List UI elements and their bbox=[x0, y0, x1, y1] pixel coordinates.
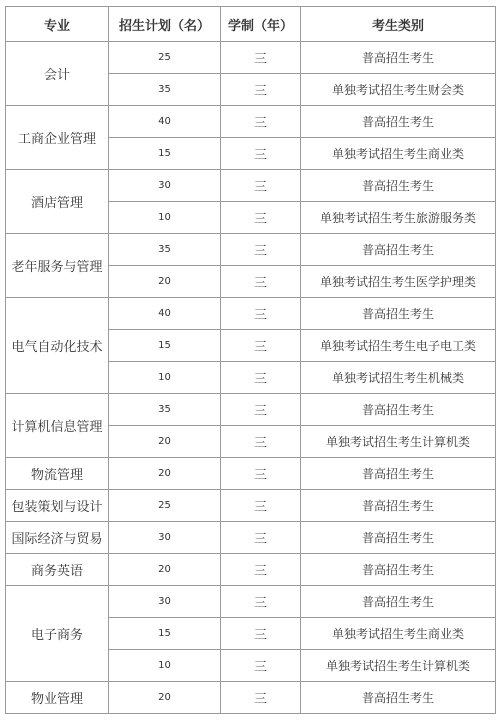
plan-cell: 10 bbox=[109, 362, 221, 394]
table-row bbox=[6, 42, 496, 74]
plan-cell: 20 bbox=[109, 426, 221, 458]
type-cell: 普高招生考生 bbox=[301, 234, 496, 266]
years-cell: 三 bbox=[221, 554, 301, 586]
major-cell: 会计 bbox=[6, 42, 109, 106]
type-cell: 普高招生考生 bbox=[301, 682, 496, 714]
table-row bbox=[6, 554, 496, 586]
plan-cell: 35 bbox=[109, 234, 221, 266]
major-cell: 电气自动化技术 bbox=[6, 298, 109, 394]
type-cell: 普高招生考生 bbox=[301, 42, 496, 74]
table-row bbox=[6, 522, 496, 554]
table-row bbox=[6, 490, 496, 522]
years-cell: 三 bbox=[221, 682, 301, 714]
years-cell: 三 bbox=[221, 298, 301, 330]
years-cell: 三 bbox=[221, 74, 301, 106]
header-type: 考生类别 bbox=[301, 7, 496, 42]
plan-cell: 35 bbox=[109, 394, 221, 426]
type-cell: 单独考试招生考生机械类 bbox=[301, 362, 496, 394]
years-cell: 三 bbox=[221, 426, 301, 458]
type-cell: 单独考试招生考生计算机类 bbox=[301, 426, 496, 458]
type-cell: 普高招生考生 bbox=[301, 586, 496, 618]
plan-cell: 30 bbox=[109, 586, 221, 618]
plan-cell: 10 bbox=[109, 202, 221, 234]
table-row bbox=[6, 234, 496, 266]
plan-cell: 30 bbox=[109, 522, 221, 554]
plan-cell: 15 bbox=[109, 330, 221, 362]
plan-cell: 15 bbox=[109, 138, 221, 170]
plan-cell: 35 bbox=[109, 74, 221, 106]
header-years: 学制（年） bbox=[221, 7, 301, 42]
major-cell: 国际经济与贸易 bbox=[6, 522, 109, 554]
major-cell: 商务英语 bbox=[6, 554, 109, 586]
major-cell: 电子商务 bbox=[6, 586, 109, 682]
years-cell: 三 bbox=[221, 138, 301, 170]
type-cell: 单独考试招生考生商业类 bbox=[301, 138, 496, 170]
years-cell: 三 bbox=[221, 618, 301, 650]
type-cell: 普高招生考生 bbox=[301, 394, 496, 426]
type-cell: 普高招生考生 bbox=[301, 522, 496, 554]
plan-cell: 20 bbox=[109, 554, 221, 586]
major-cell: 包装策划与设计 bbox=[6, 490, 109, 522]
type-cell: 单独考试招生考生财会类 bbox=[301, 74, 496, 106]
type-cell: 普高招生考生 bbox=[301, 490, 496, 522]
years-cell: 三 bbox=[221, 650, 301, 682]
table-row bbox=[6, 170, 496, 202]
years-cell: 三 bbox=[221, 586, 301, 618]
type-cell: 普高招生考生 bbox=[301, 458, 496, 490]
years-cell: 三 bbox=[221, 234, 301, 266]
years-cell: 三 bbox=[221, 42, 301, 74]
plan-cell: 10 bbox=[109, 650, 221, 682]
major-cell: 物业管理 bbox=[6, 682, 109, 714]
plan-cell: 15 bbox=[109, 618, 221, 650]
type-cell: 普高招生考生 bbox=[301, 298, 496, 330]
years-cell: 三 bbox=[221, 170, 301, 202]
table-row bbox=[6, 458, 496, 490]
header-plan: 招生计划（名） bbox=[109, 7, 221, 42]
years-cell: 三 bbox=[221, 394, 301, 426]
type-cell: 普高招生考生 bbox=[301, 554, 496, 586]
type-cell: 单独考试招生考生计算机类 bbox=[301, 650, 496, 682]
plan-cell: 25 bbox=[109, 42, 221, 74]
major-cell: 老年服务与管理 bbox=[6, 234, 109, 298]
years-cell: 三 bbox=[221, 490, 301, 522]
major-cell: 计算机信息管理 bbox=[6, 394, 109, 458]
type-cell: 单独考试招生考生旅游服务类 bbox=[301, 202, 496, 234]
major-cell: 物流管理 bbox=[6, 458, 109, 490]
header-major: 专业 bbox=[6, 7, 109, 42]
major-cell: 工商企业管理 bbox=[6, 106, 109, 170]
plan-cell: 40 bbox=[109, 106, 221, 138]
plan-cell: 25 bbox=[109, 490, 221, 522]
years-cell: 三 bbox=[221, 362, 301, 394]
table-row bbox=[6, 586, 496, 618]
years-cell: 三 bbox=[221, 106, 301, 138]
type-cell: 普高招生考生 bbox=[301, 170, 496, 202]
table-body bbox=[6, 42, 496, 714]
type-cell: 单独考试招生考生医学护理类 bbox=[301, 266, 496, 298]
years-cell: 三 bbox=[221, 266, 301, 298]
table-row bbox=[6, 394, 496, 426]
table-header bbox=[6, 7, 496, 42]
type-cell: 普高招生考生 bbox=[301, 106, 496, 138]
type-cell: 单独考试招生考生商业类 bbox=[301, 618, 496, 650]
years-cell: 三 bbox=[221, 330, 301, 362]
type-cell: 单独考试招生考生电子电工类 bbox=[301, 330, 496, 362]
table-row bbox=[6, 298, 496, 330]
header-row bbox=[6, 7, 496, 42]
admissions-table bbox=[5, 6, 496, 714]
plan-cell: 40 bbox=[109, 298, 221, 330]
plan-cell: 20 bbox=[109, 682, 221, 714]
years-cell: 三 bbox=[221, 202, 301, 234]
years-cell: 三 bbox=[221, 458, 301, 490]
plan-cell: 30 bbox=[109, 170, 221, 202]
plan-cell: 20 bbox=[109, 458, 221, 490]
table-row bbox=[6, 106, 496, 138]
years-cell: 三 bbox=[221, 522, 301, 554]
plan-cell: 20 bbox=[109, 266, 221, 298]
major-cell: 酒店管理 bbox=[6, 170, 109, 234]
table-row bbox=[6, 682, 496, 714]
